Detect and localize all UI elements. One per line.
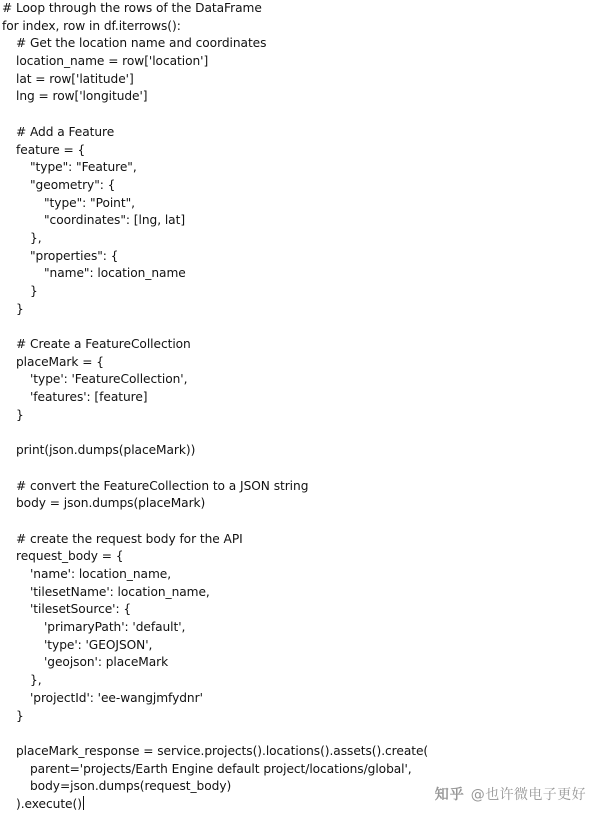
code-line: placeMark = {	[16, 354, 104, 369]
code-line: 'primaryPath': 'default',	[44, 620, 186, 635]
code-line: feature = {	[16, 142, 86, 157]
code-blank-line	[0, 513, 600, 531]
code-line: "coordinates": [lng, lat]	[44, 213, 186, 228]
code-line: ).execute()	[16, 796, 82, 811]
code-line: 'type': 'GEOJSON',	[44, 637, 153, 652]
code-line: "name": location_name	[44, 266, 186, 281]
code-line: 'name': location_name,	[30, 567, 172, 581]
code-line: lng = row['longitude']	[16, 89, 148, 104]
code-blank-line	[0, 725, 600, 743]
code-line: for index, row in df.iterrows():	[2, 18, 181, 33]
code-line: # convert the FeatureCollection to a JSON string	[16, 478, 309, 493]
code-line: # Loop through the rows of the DataFrame	[2, 1, 262, 15]
code-blank-line	[0, 425, 600, 443]
code-line: 'geojson': placeMark	[44, 655, 169, 670]
code-line: # Create a FeatureCollection	[16, 337, 191, 352]
author-handle: @也许微电子更好	[470, 787, 586, 803]
code-line: "properties": {	[30, 248, 119, 263]
code-line: placeMark_response = service.projects().locations().assets().create(	[16, 743, 429, 758]
watermark	[435, 784, 586, 804]
code-line: 'projectId': 'ee-wangjmfydnr'	[30, 690, 203, 705]
code-line: "type": "Point",	[44, 195, 135, 210]
code-line: parent='projects/Earth Engine default project/locations/global',	[30, 761, 412, 776]
code-line: 'tilesetSource': {	[30, 602, 132, 617]
code-line: }	[16, 708, 24, 723]
code-line: # Get the location name and coordinates	[16, 36, 267, 51]
code-blank-line	[0, 318, 600, 336]
code-line: location_name = row['location']	[16, 54, 209, 69]
code-line: 'tilesetName': location_name,	[30, 584, 210, 599]
code-line: }	[16, 301, 24, 316]
code-line: },	[30, 230, 42, 245]
code-line: "geometry": {	[30, 177, 116, 192]
code-line: lat = row['latitude']	[16, 71, 134, 86]
code-line: body = json.dumps(placeMark)	[16, 496, 206, 511]
code-blank-line	[0, 106, 600, 124]
code-line: }	[16, 407, 24, 422]
code-line: request_body = {	[16, 549, 124, 564]
code-line: 'type': 'FeatureCollection',	[30, 372, 188, 387]
code-blank-line	[0, 460, 600, 478]
code-line: "type": "Feature",	[30, 160, 137, 175]
code-line: 'features': [feature]	[30, 390, 148, 405]
code-line: },	[30, 673, 42, 688]
code-line: # Add a Feature	[16, 124, 115, 139]
code-line: # create the request body for the API	[16, 531, 243, 546]
code-line: print(json.dumps(placeMark))	[16, 443, 196, 458]
code-line: body=json.dumps(request_body)	[30, 779, 232, 794]
text-caret	[83, 796, 84, 810]
zhihu-logo: 知乎	[434, 787, 465, 803]
code-line: }	[30, 284, 38, 298]
